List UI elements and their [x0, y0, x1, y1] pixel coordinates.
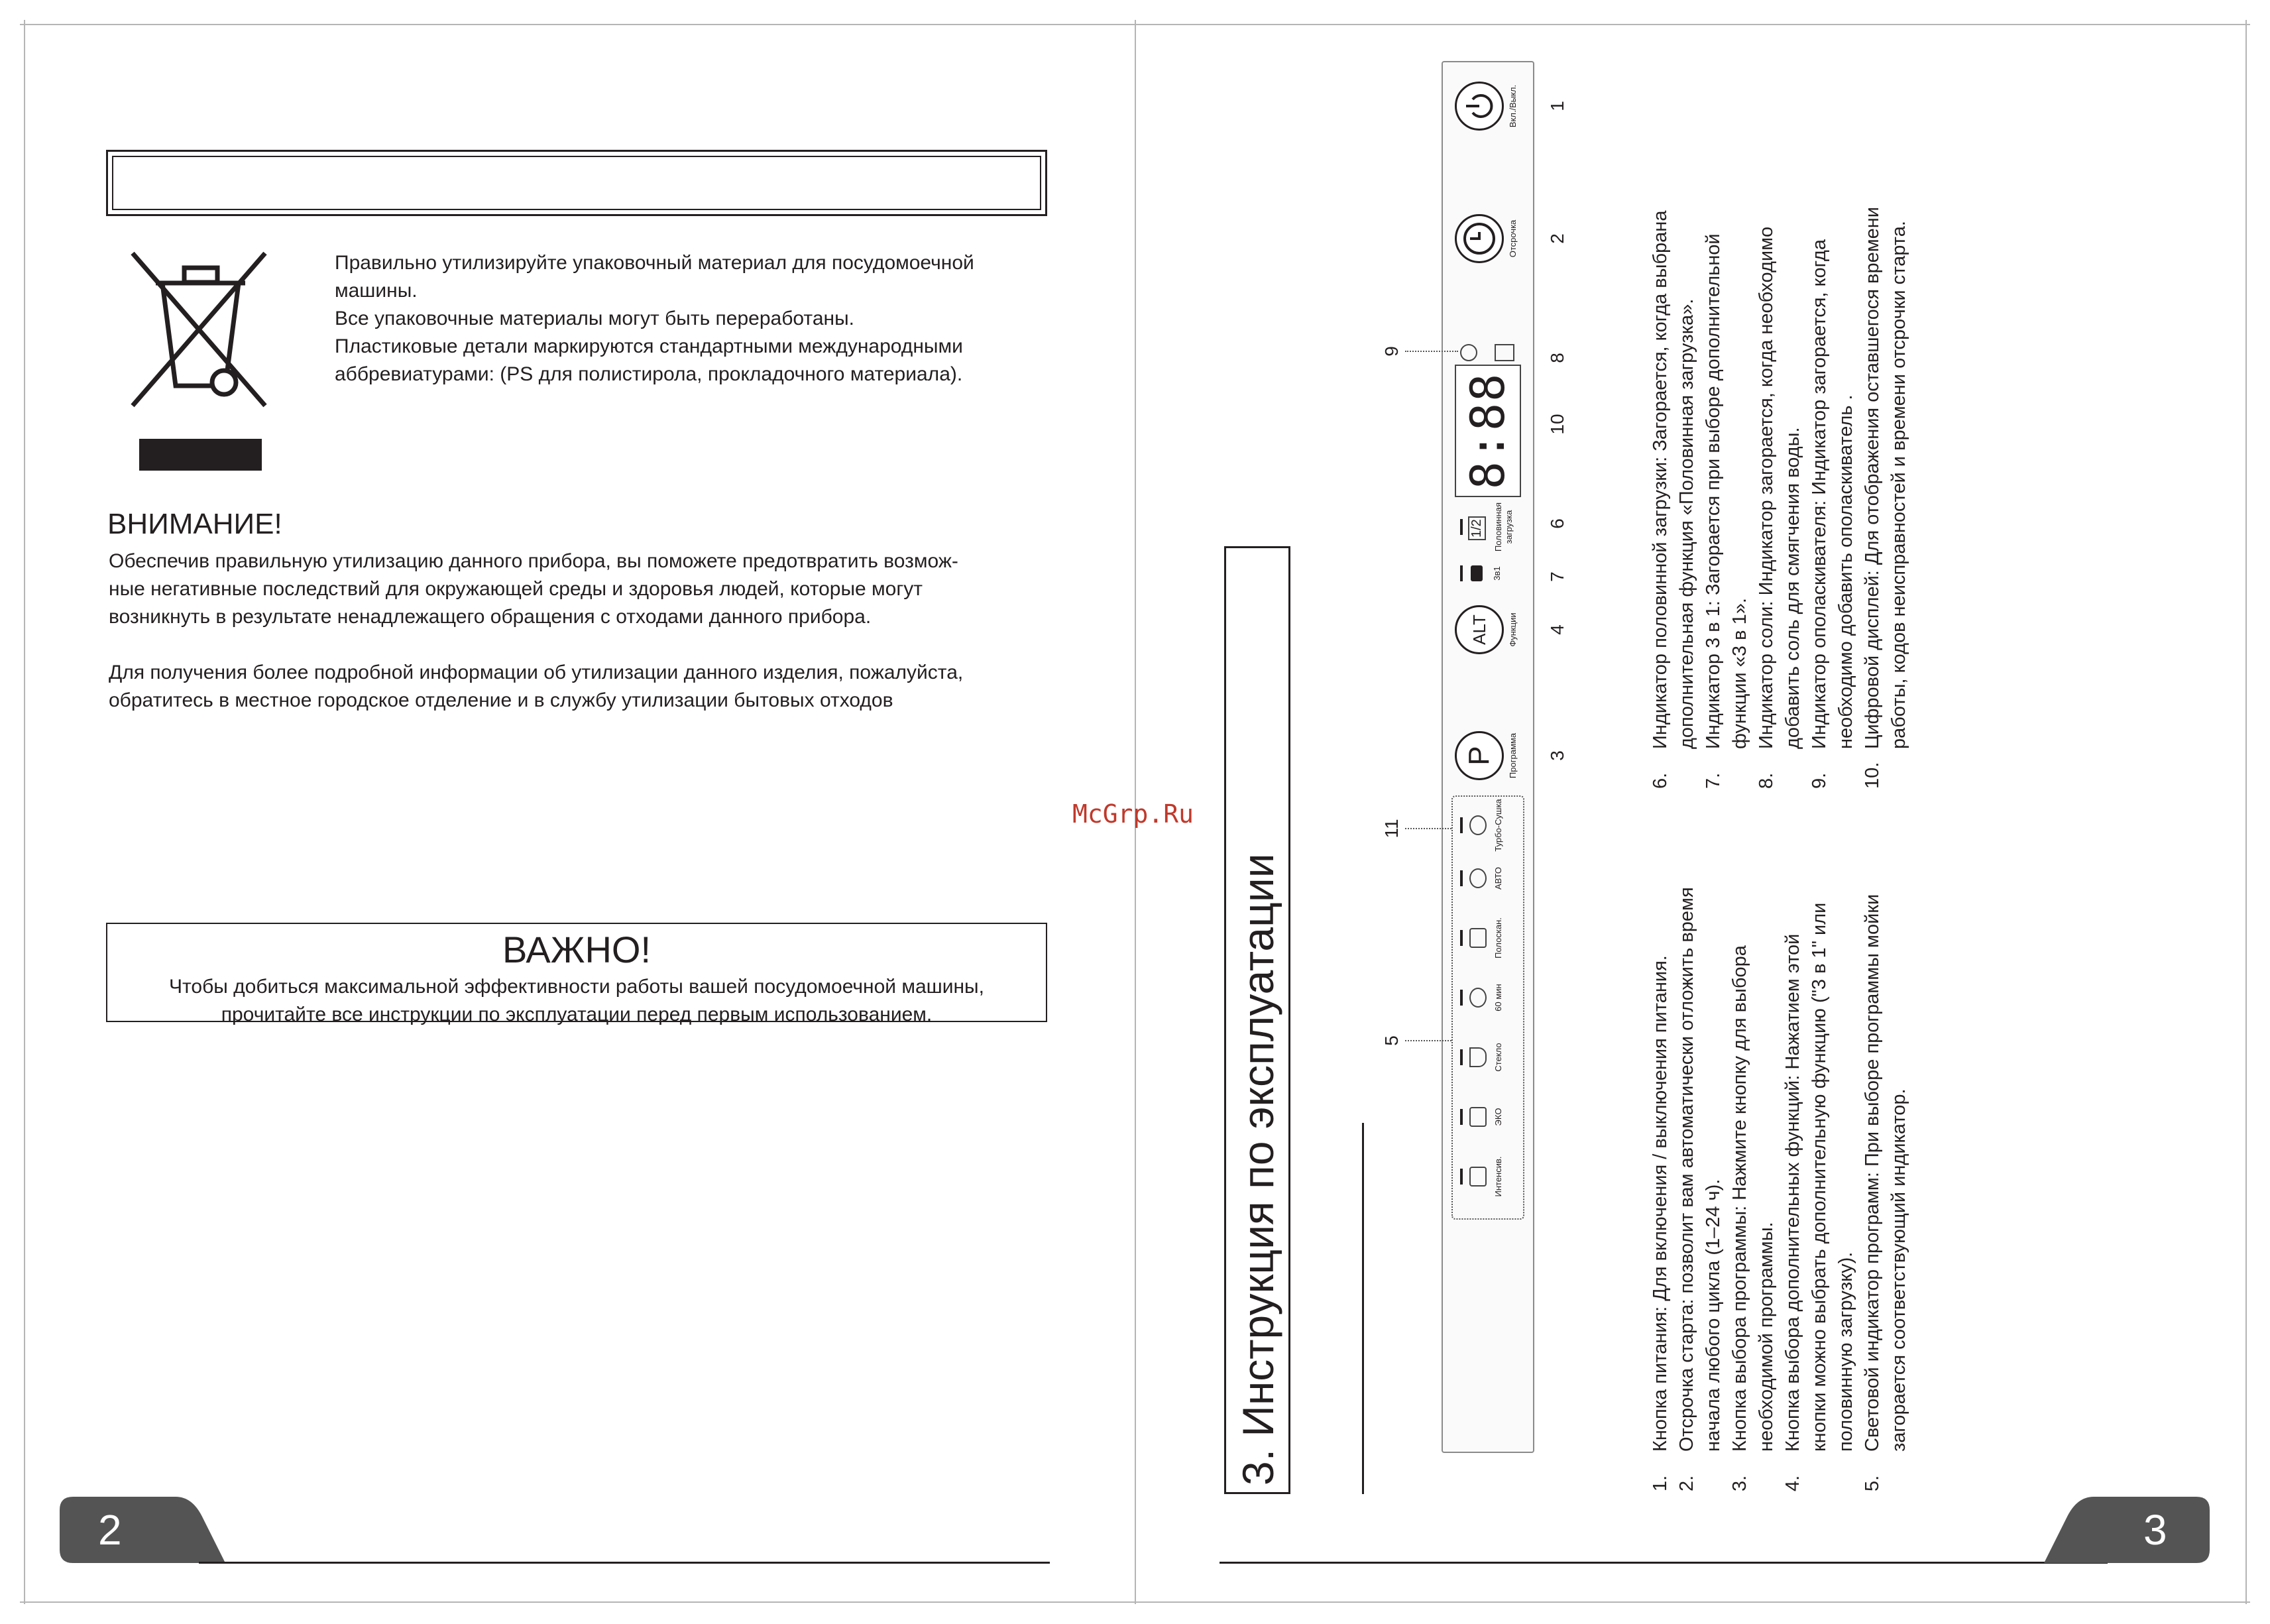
callout-11: 11	[1381, 819, 1402, 839]
turbo-dry-icon	[1469, 815, 1487, 835]
page-number-right: 3	[2143, 1506, 2167, 1554]
callout-7: 7	[1547, 571, 1567, 582]
callout-10: 10	[1547, 414, 1567, 435]
list-item: 9. Индикатор ополаскивателя: Индикатор загорается, когда необходимо добавить ополаскиватель .	[1809, 239, 1856, 789]
attention-text-1: Обеспечив правильную утилизацию данного прибора, вы поможете предотвратить возмож- ные негативные последствий для окружающей среды и здоровья людей, которые могут возникнуть в результате ненадлежащего обращения с отходами данного прибора.	[109, 550, 958, 628]
list-item: 8. Индикатор соли: Индикатор загорается, когда необходимо добавить соль для смягчения воды.	[1756, 226, 1803, 789]
watermark: McGrp.Ru	[1072, 799, 1194, 829]
indicator-half-load: 1/2 Половинная загрузка	[1460, 500, 1520, 553]
digital-display: 8:88	[1455, 365, 1521, 497]
instructions-list-1	[1647, 829, 1912, 1491]
auto-icon	[1469, 868, 1487, 888]
list-item: 2. Отсрочка старта: позволит вам автоматически отложить время начала любого цикла (1–24 ч).	[1676, 887, 1724, 1491]
important-text: Чтобы добиться максимальной эффективности работы вашей посудомоечной машины, прочитайте все инструкции по эксплуатации перед первым использованием.	[169, 976, 984, 1025]
pot-icon	[1469, 1167, 1487, 1187]
half-load-icon: 1/2	[1468, 516, 1486, 540]
callout-8: 8	[1547, 353, 1567, 363]
function-button-circle[interactable]: ALT	[1455, 605, 1504, 654]
program-button[interactable]: P Программа	[1455, 729, 1528, 782]
list-item: 6. Индикатор половинной загрузки: Загорается, когда выбрана дополнительная функция «Половинная загрузка».	[1650, 210, 1697, 789]
attention-title: ВНИМАНИЕ!	[107, 508, 282, 540]
rinse-aid-icon	[1460, 344, 1477, 361]
indicator-3in1: 3в1	[1460, 553, 1520, 593]
list-item: 5. Световой индикатор программ: При выборе программы мойки загорается соответствующий индикатор.	[1862, 894, 1909, 1491]
function-button[interactable]: ALT Функции	[1455, 603, 1528, 656]
important-box	[106, 923, 1047, 1025]
program-button-circle[interactable]: P	[1455, 731, 1504, 780]
eco-icon	[1469, 1107, 1487, 1127]
attention-text-2: Для получения более подробной информации об утилизации данного изделия, пожалуйста, обратитесь в местное городское отделение и в службу утилизации бытовых отходов	[109, 662, 964, 711]
page-number-left: 2	[98, 1506, 122, 1554]
tablet-icon	[1471, 565, 1483, 581]
glass-icon	[1469, 1047, 1487, 1067]
footer-rule-right	[1220, 1562, 2108, 1564]
list-item: 10. Цифровой дисплей: Для отображения оставшегося времени работы, кодов неисправностей и времени отсрочки старта.	[1862, 207, 1909, 789]
page-left-rule	[24, 20, 25, 1604]
program-indicator-glass: Стекло	[1460, 1034, 1520, 1080]
power-button[interactable]: Вкл./Выкл.	[1455, 80, 1528, 133]
list-item: 1. Кнопка питания: Для включения / выключения питания.	[1650, 955, 1671, 1491]
program-indicator-intensive: Интенсив.	[1460, 1153, 1520, 1200]
section-title-box	[1224, 546, 1290, 1494]
section-title: 3. Инструкция по эксплуатации	[1233, 853, 1282, 1485]
instructions-list-2	[1647, 126, 1912, 789]
salt-icon	[1495, 344, 1514, 361]
program-indicator-turbo-dry: Турбо-Сушка	[1460, 802, 1520, 848]
page-tab-right	[215, 1571, 222, 1578]
callout-2: 2	[1547, 233, 1567, 244]
weee-bin-icon	[126, 247, 278, 472]
recycling-text: Правильно утилизируйте упаковочный материал для посудомоечной машины. Все упаковочные материалы могут быть переработаны. Пластиковые детали маркируются стандартными международными аббревиатурами: (PS для полистирола, прокладочного материала).	[335, 252, 974, 385]
callout-9: 9	[1381, 346, 1402, 357]
callout-3: 3	[1547, 750, 1567, 761]
program-indicator-rinse: Полоскан.	[1460, 915, 1520, 961]
callout-4: 4	[1547, 624, 1567, 635]
section-underline	[1362, 1123, 1364, 1494]
callout-6: 6	[1547, 518, 1567, 529]
list-item: 4. Кнопка выбора дополнительных функций: Нажатием этой кнопки можно выбрать дополнительную функцию ("3 в 1" или половинную загрузку).	[1782, 902, 1856, 1491]
important-title: ВАЖНО!	[502, 929, 652, 970]
callout-1: 1	[1547, 101, 1567, 111]
page-right-rule	[2245, 20, 2247, 1604]
leader-9	[1405, 351, 1458, 352]
program-indicator-eco: ЭКО	[1460, 1094, 1520, 1140]
rinse-icon	[1469, 928, 1487, 948]
list-item: 3. Кнопка выбора программы: Нажмите кнопку для выбора необходимой программы.	[1729, 945, 1777, 1491]
header-box	[106, 150, 1047, 216]
list-item: 7. Индикатор 3 в 1: Загорается при выборе дополнительной функции «3 в 1».	[1703, 233, 1750, 789]
leader-11	[1405, 828, 1451, 829]
delay-button[interactable]: Отсрочка	[1455, 212, 1528, 265]
callout-5: 5	[1381, 1035, 1402, 1046]
right-page-rotated	[1183, 86, 2005, 1518]
leader-5	[1405, 1040, 1451, 1041]
program-indicator-60min: 60 мин	[1460, 974, 1520, 1021]
clock-60-icon	[1469, 988, 1487, 1008]
clock-icon[interactable]	[1455, 214, 1504, 263]
footer-rule-left	[199, 1562, 1050, 1564]
program-indicator-auto: АВТО	[1460, 855, 1520, 901]
power-icon[interactable]	[1455, 82, 1504, 131]
